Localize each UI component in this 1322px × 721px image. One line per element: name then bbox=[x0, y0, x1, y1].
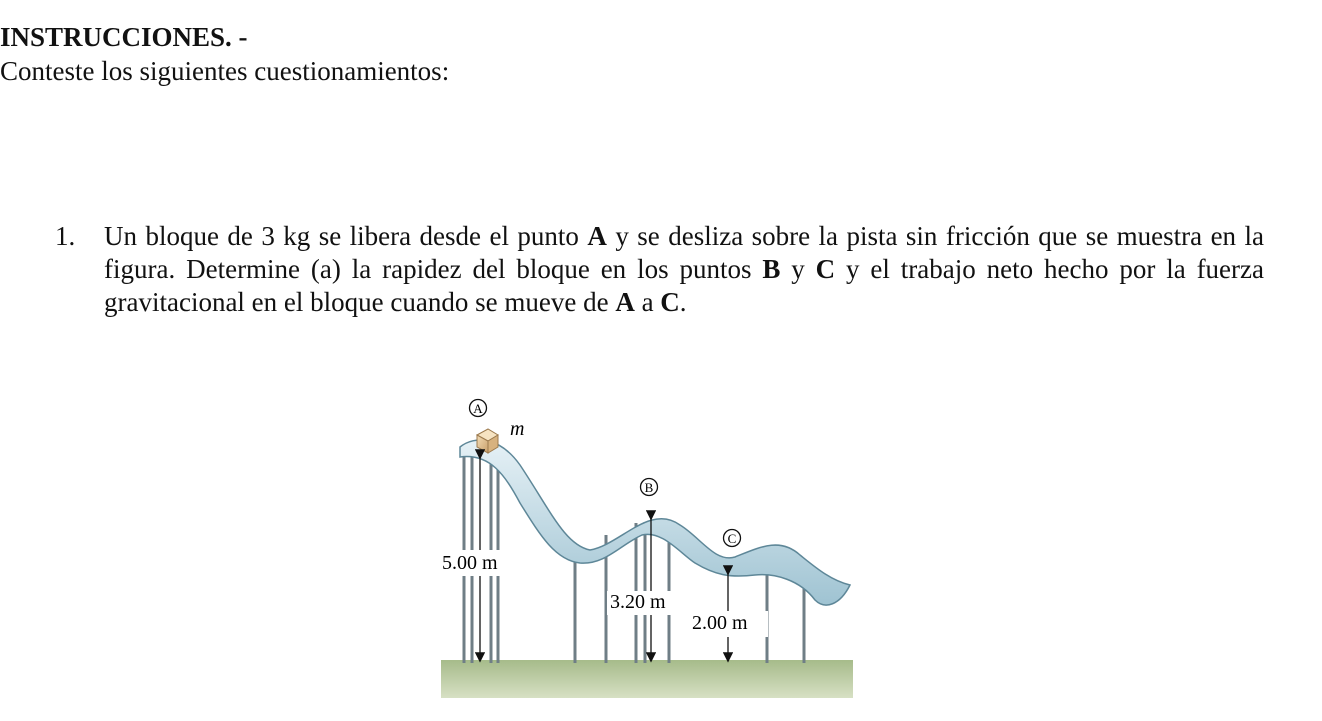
point-A-marker bbox=[470, 400, 487, 417]
point-B-label: B bbox=[644, 480, 654, 495]
height-B-label: 3.20 m bbox=[610, 591, 666, 613]
question-text: Un bloque de 3 kg se libera desde el punto A y se desliza sobre la pista sin fricción que se muestra en la figura. Determine (a) la rapidez del bloque en los puntos B y C y el trabajo neto hecho por la fuerza gravitacional en el bloque cuando se mueve de A a C. bbox=[104, 221, 1265, 317]
instructions-subtitle: Conteste los siguientes cuestionamientos: bbox=[0, 56, 450, 86]
height-A-label: 5.00 m bbox=[442, 552, 498, 574]
point-C-label: C bbox=[727, 531, 737, 546]
height-C-label: 2.00 m bbox=[692, 612, 748, 634]
point-A-label: A bbox=[473, 401, 483, 416]
point-B-marker bbox=[641, 479, 658, 496]
mass-label: m bbox=[510, 418, 525, 440]
question-number: 1. bbox=[55, 221, 76, 251]
ground bbox=[441, 660, 853, 698]
instructions-heading: INSTRUCCIONES. - bbox=[0, 22, 248, 52]
track bbox=[460, 440, 850, 605]
roller-coaster-figure bbox=[430, 395, 860, 705]
point-C-marker bbox=[724, 530, 741, 547]
